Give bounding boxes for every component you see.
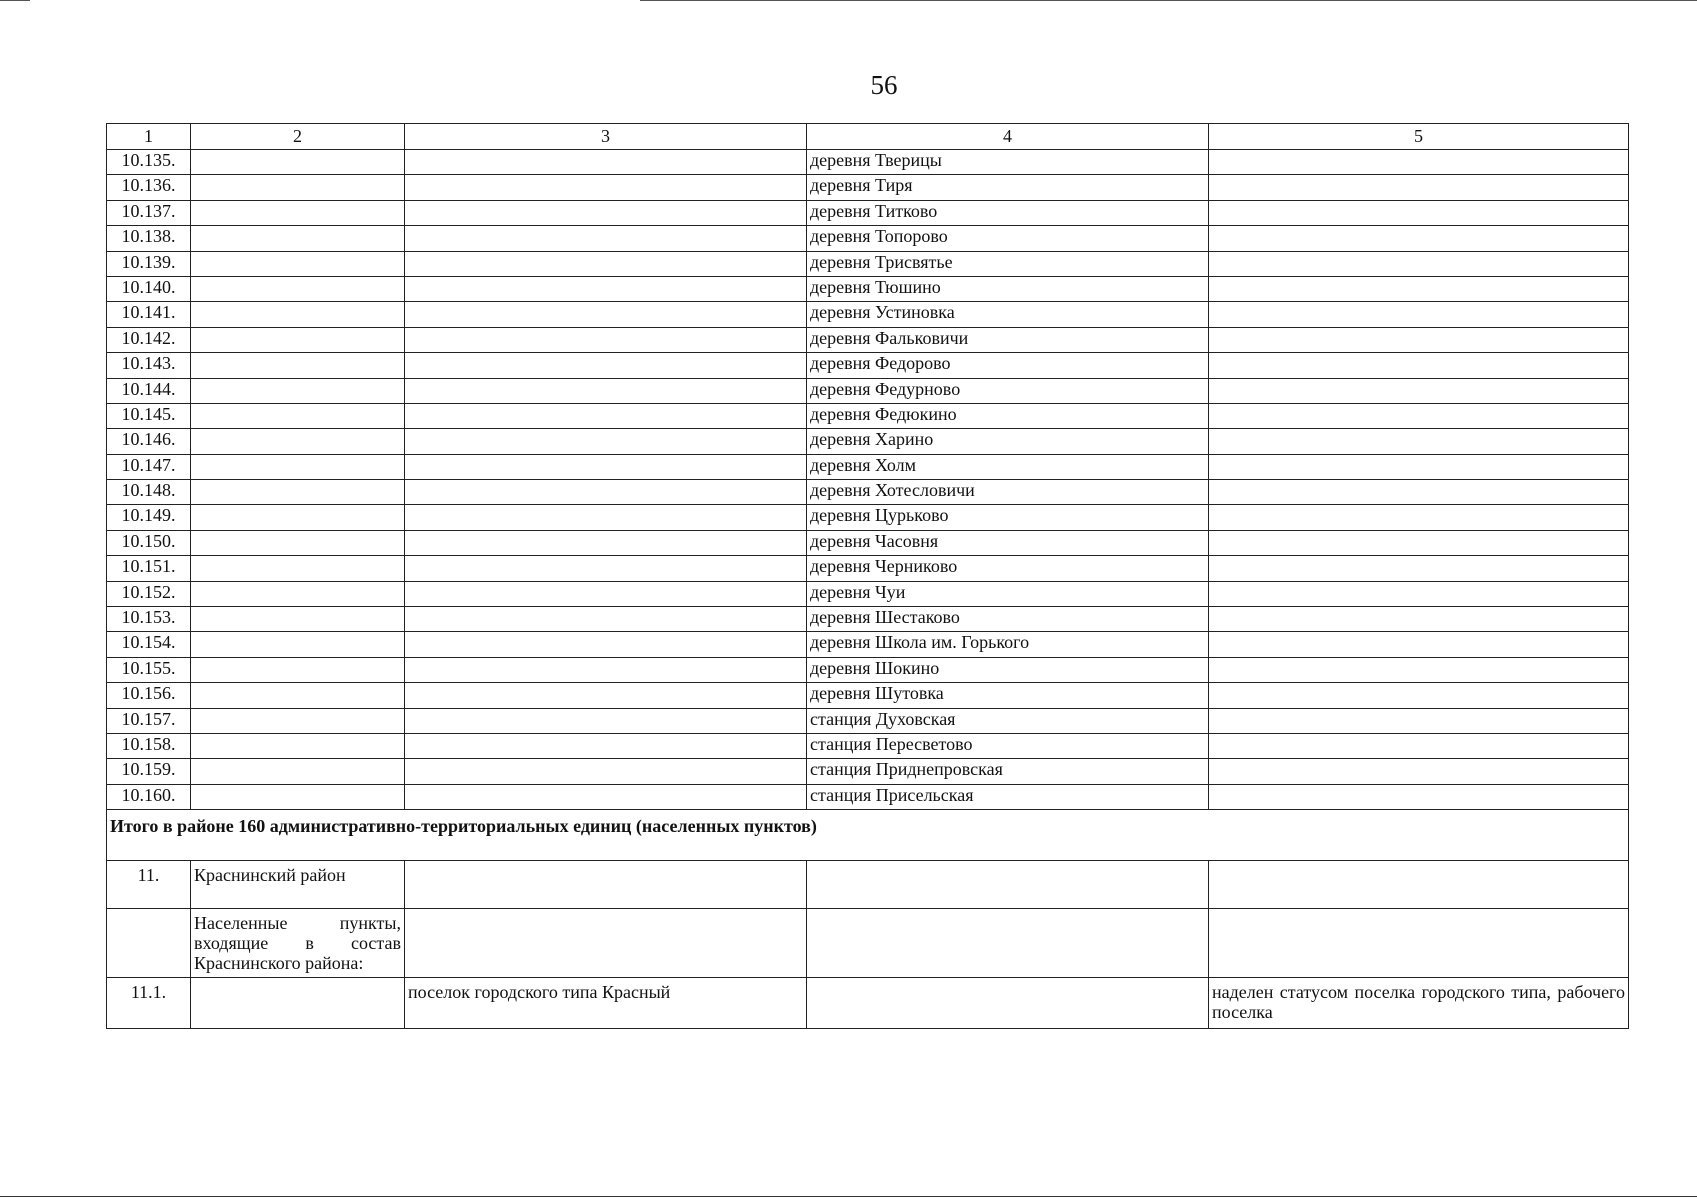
row-number: 10.156. (107, 683, 191, 708)
empty-cell (405, 683, 807, 708)
table-row (107, 150, 1629, 175)
table-row (107, 505, 1629, 530)
empty-cell (405, 251, 807, 276)
empty-cell (1209, 454, 1629, 479)
table-row (107, 302, 1629, 327)
row-number: 10.135. (107, 150, 191, 175)
row-number: 10.146. (107, 429, 191, 454)
table-row (107, 454, 1629, 479)
empty-cell (1209, 175, 1629, 200)
empty-cell (191, 429, 405, 454)
table-row (107, 226, 1629, 251)
empty-cell (405, 607, 807, 632)
empty-cell (405, 378, 807, 403)
row-number: 10.157. (107, 708, 191, 733)
settlement-name: деревня Тюшино (807, 276, 1209, 301)
settlement-name: деревня Хотесловичи (807, 480, 1209, 505)
table-row (107, 429, 1629, 454)
empty-cell (1209, 708, 1629, 733)
empty-cell (1209, 683, 1629, 708)
empty-cell (191, 200, 405, 225)
empty-cell (191, 150, 405, 175)
empty-cell (191, 607, 405, 632)
table-row (107, 632, 1629, 657)
row-number: 10.160. (107, 784, 191, 809)
empty-cell (191, 251, 405, 276)
row-number: 10.159. (107, 759, 191, 784)
table-row (107, 657, 1629, 682)
empty-cell (1209, 861, 1629, 909)
empty-cell (405, 733, 807, 758)
empty-cell (191, 530, 405, 555)
scan-edge-line (640, 0, 1697, 1)
empty-cell (107, 909, 191, 978)
district-subheading (191, 909, 405, 978)
row-number: 10.140. (107, 276, 191, 301)
empty-cell (405, 302, 807, 327)
empty-cell (405, 353, 807, 378)
row-number: 10.139. (107, 251, 191, 276)
empty-cell (405, 708, 807, 733)
row-number: 10.143. (107, 353, 191, 378)
row-number: 10.153. (107, 607, 191, 632)
empty-cell (191, 708, 405, 733)
empty-cell (191, 327, 405, 352)
empty-cell (1209, 276, 1629, 301)
row-number: 10.145. (107, 403, 191, 428)
empty-cell (1209, 657, 1629, 682)
empty-cell (1209, 759, 1629, 784)
district-subheading-row (107, 909, 1629, 978)
empty-cell (191, 784, 405, 809)
settlement-name: деревня Холм (807, 454, 1209, 479)
settlements-table (106, 123, 1629, 1029)
column-header: 3 (405, 124, 807, 150)
table-row (107, 733, 1629, 758)
settlement-name: деревня Шутовка (807, 683, 1209, 708)
empty-cell (191, 480, 405, 505)
empty-cell (1209, 556, 1629, 581)
table-row (107, 327, 1629, 352)
empty-cell (807, 861, 1209, 909)
row-number: 10.137. (107, 200, 191, 225)
settlement-name: деревня Шестаково (807, 607, 1209, 632)
table-row (107, 175, 1629, 200)
settlement-name: деревня Харино (807, 429, 1209, 454)
empty-cell (191, 657, 405, 682)
empty-cell (1209, 784, 1629, 809)
empty-cell (405, 200, 807, 225)
settlement-name: деревня Часовня (807, 530, 1209, 555)
empty-cell (405, 556, 807, 581)
settlement-name: деревня Цурьково (807, 505, 1209, 530)
empty-cell (1209, 327, 1629, 352)
empty-cell (191, 378, 405, 403)
town-number: 11.1. (107, 978, 191, 1029)
table-header-row (107, 124, 1629, 150)
empty-cell (807, 978, 1209, 1029)
empty-cell (1209, 530, 1629, 555)
empty-cell (405, 581, 807, 606)
empty-cell (1209, 505, 1629, 530)
empty-cell (1209, 150, 1629, 175)
row-number: 10.148. (107, 480, 191, 505)
column-header: 4 (807, 124, 1209, 150)
row-number: 10.152. (107, 581, 191, 606)
settlement-name: станция Приднепровская (807, 759, 1209, 784)
page-number: 56 (870, 70, 898, 100)
column-header: 5 (1209, 124, 1629, 150)
empty-cell (1209, 251, 1629, 276)
settlement-name: деревня Федюкино (807, 403, 1209, 428)
empty-cell (191, 226, 405, 251)
town-name: поселок городского типа Красный (405, 978, 807, 1029)
scan-edge-line (0, 0, 30, 1)
table-row (107, 581, 1629, 606)
settlement-name: деревня Тверицы (807, 150, 1209, 175)
empty-cell (405, 226, 807, 251)
row-number: 10.150. (107, 530, 191, 555)
empty-cell (1209, 733, 1629, 758)
table-row (107, 759, 1629, 784)
row-number: 10.138. (107, 226, 191, 251)
empty-cell (1209, 429, 1629, 454)
empty-cell (1209, 378, 1629, 403)
settlement-name: деревня Федорово (807, 353, 1209, 378)
column-header: 2 (191, 124, 405, 150)
empty-cell (191, 403, 405, 428)
subheading-line: Населенные пункты, (194, 913, 401, 934)
table-row (107, 683, 1629, 708)
empty-cell (807, 909, 1209, 978)
empty-cell (405, 759, 807, 784)
table-body (107, 150, 1629, 810)
district-name: Краснинский район (191, 861, 405, 909)
table-row (107, 784, 1629, 809)
empty-cell (1209, 581, 1629, 606)
row-number: 10.158. (107, 733, 191, 758)
scan-edge-line (0, 1196, 1697, 1197)
empty-cell (191, 505, 405, 530)
empty-cell (405, 480, 807, 505)
settlement-name: деревня Устиновка (807, 302, 1209, 327)
empty-cell (191, 302, 405, 327)
settlement-name: деревня Федурново (807, 378, 1209, 403)
table-row (107, 530, 1629, 555)
empty-cell (191, 683, 405, 708)
empty-cell (405, 657, 807, 682)
table-row (107, 200, 1629, 225)
empty-cell (1209, 632, 1629, 657)
table-row (107, 378, 1629, 403)
table-row (107, 480, 1629, 505)
row-number: 10.155. (107, 657, 191, 682)
table-row (107, 276, 1629, 301)
table-row (107, 251, 1629, 276)
district-row (107, 861, 1629, 909)
settlement-name: деревня Школа им. Горького (807, 632, 1209, 657)
town-row (107, 978, 1629, 1029)
empty-cell (191, 454, 405, 479)
empty-cell (191, 353, 405, 378)
row-number: 10.154. (107, 632, 191, 657)
empty-cell (405, 276, 807, 301)
empty-cell (1209, 909, 1629, 978)
subheading-line: входящие в состав (194, 933, 401, 954)
empty-cell (1209, 302, 1629, 327)
town-status: наделен статусом поселка городского типа, рабочего поселка (1209, 978, 1629, 1029)
settlement-name: деревня Топорово (807, 226, 1209, 251)
table-row (107, 708, 1629, 733)
row-number: 10.142. (107, 327, 191, 352)
empty-cell (405, 429, 807, 454)
empty-cell (405, 505, 807, 530)
empty-cell (191, 556, 405, 581)
column-header: 1 (107, 124, 191, 150)
subheading-line: Краснинского района: (194, 953, 364, 974)
row-number: 10.151. (107, 556, 191, 581)
settlement-name: станция Духовская (807, 708, 1209, 733)
empty-cell (1209, 403, 1629, 428)
empty-cell (191, 175, 405, 200)
row-number: 10.144. (107, 378, 191, 403)
table-row (107, 556, 1629, 581)
row-number: 10.147. (107, 454, 191, 479)
empty-cell (405, 454, 807, 479)
empty-cell (191, 632, 405, 657)
empty-cell (191, 733, 405, 758)
settlement-name: станция Пересветово (807, 733, 1209, 758)
empty-cell (405, 784, 807, 809)
empty-cell (1209, 353, 1629, 378)
table-footer-section (107, 810, 1629, 1029)
table-row (107, 403, 1629, 428)
summary-text: Итого в районе 160 административно-территориальных единиц (населенных пунктов) (107, 810, 1629, 861)
empty-cell (405, 403, 807, 428)
settlement-name: деревня Трисвятье (807, 251, 1209, 276)
empty-cell (405, 909, 807, 978)
settlement-name: деревня Шокино (807, 657, 1209, 682)
district-number: 11. (107, 861, 191, 909)
empty-cell (405, 175, 807, 200)
row-number: 10.149. (107, 505, 191, 530)
empty-cell (1209, 607, 1629, 632)
summary-row (107, 810, 1629, 861)
settlement-name: станция Присельская (807, 784, 1209, 809)
table-row (107, 353, 1629, 378)
settlement-name: деревня Тиря (807, 175, 1209, 200)
empty-cell (1209, 480, 1629, 505)
empty-cell (191, 759, 405, 784)
empty-cell (191, 581, 405, 606)
empty-cell (191, 978, 405, 1029)
empty-cell (405, 861, 807, 909)
empty-cell (191, 276, 405, 301)
empty-cell (1209, 226, 1629, 251)
settlement-name: деревня Черниково (807, 556, 1209, 581)
empty-cell (1209, 200, 1629, 225)
settlement-name: деревня Фальковичи (807, 327, 1209, 352)
row-number: 10.136. (107, 175, 191, 200)
table-row (107, 607, 1629, 632)
row-number: 10.141. (107, 302, 191, 327)
settlement-name: деревня Титково (807, 200, 1209, 225)
empty-cell (405, 632, 807, 657)
empty-cell (405, 150, 807, 175)
settlement-name: деревня Чуи (807, 581, 1209, 606)
empty-cell (405, 327, 807, 352)
empty-cell (405, 530, 807, 555)
